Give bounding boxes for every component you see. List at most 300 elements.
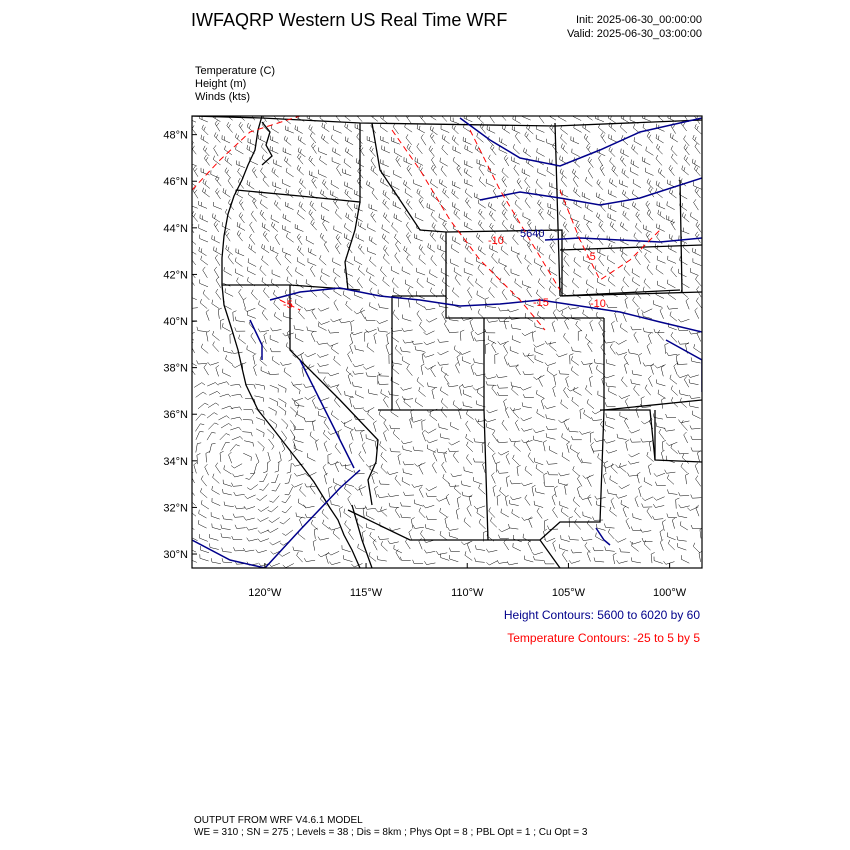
wind-barb	[358, 266, 365, 276]
wind-barb	[603, 473, 606, 484]
wind-barb	[647, 133, 653, 144]
wind-barb	[610, 476, 618, 484]
wind-barb	[621, 149, 629, 157]
wind-barb	[655, 244, 662, 253]
wind-barb	[451, 259, 459, 267]
wind-barb	[406, 112, 411, 123]
wind-barb	[343, 291, 351, 300]
wind-barb	[585, 177, 592, 187]
latitude-labels	[163, 130, 188, 561]
wind-barb	[667, 352, 678, 356]
wind-barb	[535, 348, 543, 355]
wind-barb	[654, 557, 663, 564]
wind-barb	[239, 122, 244, 133]
wind-barb	[539, 113, 544, 124]
wind-barb	[608, 204, 616, 212]
wind-barb	[244, 441, 253, 447]
wind-barb	[422, 352, 426, 363]
wind-barb	[505, 495, 508, 506]
wind-barb	[501, 509, 509, 517]
wind-barb	[440, 531, 447, 540]
wind-barb	[187, 331, 194, 341]
wind-barb	[682, 166, 689, 176]
wind-barb	[354, 310, 365, 314]
wind-barb	[403, 461, 414, 465]
wind-barb	[512, 126, 520, 134]
wind-barb	[322, 269, 330, 277]
wind-barb	[431, 191, 438, 201]
wind-barb	[449, 441, 460, 445]
wind-barb	[275, 462, 279, 472]
wind-barb	[476, 279, 483, 288]
lat-label: 32°N	[163, 502, 188, 515]
wind-barb	[544, 483, 554, 487]
wind-barb	[662, 440, 666, 451]
wind-barb	[452, 135, 459, 145]
wind-barb	[671, 146, 677, 156]
wind-barb	[546, 433, 555, 439]
wind-barb	[631, 326, 642, 330]
wind-barb	[267, 429, 274, 439]
wind-barb	[440, 508, 447, 517]
wind-barb	[479, 484, 486, 494]
wind-barb	[407, 144, 413, 154]
wind-barb	[491, 278, 498, 288]
wind-barb	[390, 448, 400, 452]
wind-barb	[441, 554, 450, 561]
wind-barb	[368, 389, 377, 395]
az-mexico	[348, 510, 488, 540]
wind-barb	[215, 120, 220, 131]
wind-barb	[192, 211, 198, 221]
wind-barb	[334, 277, 339, 288]
wind-barb	[317, 341, 328, 344]
wind-barb	[197, 453, 201, 464]
wind-barb	[316, 439, 319, 450]
wind-barb	[453, 236, 461, 244]
wind-barb	[621, 202, 629, 210]
wind-barb	[473, 387, 484, 391]
wind-barb	[593, 517, 604, 521]
wind-barb	[296, 267, 304, 276]
lon-label: 115°W	[349, 587, 383, 599]
wind-barb	[485, 343, 489, 354]
wind-barb	[573, 497, 580, 507]
wind-barb	[245, 495, 256, 499]
wind-barb	[353, 405, 364, 409]
height-legend: Height Contours: 5600 to 6020 by 60	[503, 608, 700, 622]
wind-barb	[311, 331, 315, 342]
wind-barb	[471, 330, 474, 341]
wind-barb	[659, 429, 665, 440]
wind-barb	[344, 555, 353, 562]
wind-barb	[691, 525, 702, 529]
wind-barb	[678, 319, 689, 322]
wind-barb	[262, 256, 269, 266]
wind-barb	[492, 253, 498, 263]
wind-barb	[548, 471, 558, 475]
wind-barb	[195, 424, 204, 432]
wind-barb	[655, 482, 665, 486]
wind-barb	[283, 214, 291, 222]
wind-barb	[256, 429, 264, 437]
wind-barb	[606, 382, 616, 387]
wind-barb	[463, 137, 471, 145]
wind-barb	[642, 157, 650, 165]
wind-barb	[355, 486, 366, 490]
wind-barb	[616, 340, 627, 344]
wind-barb	[543, 440, 546, 451]
wind-barb	[427, 203, 435, 211]
wind-barb	[527, 265, 532, 276]
wind-barb	[270, 348, 281, 352]
wind-barb	[657, 201, 665, 209]
wind-barb	[642, 504, 653, 508]
wind-barb	[656, 181, 663, 190]
wind-barb	[693, 182, 701, 190]
wind-barb	[270, 335, 278, 342]
wind-barb	[676, 498, 680, 509]
wind-barb	[528, 453, 534, 464]
wind-barb	[686, 298, 689, 309]
wind-barb	[402, 477, 410, 485]
wind-barb	[377, 556, 387, 561]
wind-barb	[538, 168, 546, 176]
wind-barb	[621, 114, 629, 123]
wind-barb	[429, 146, 435, 157]
wind-barb	[222, 135, 230, 143]
wind-barb	[684, 145, 690, 156]
wind-barb	[337, 384, 342, 395]
wind-barb	[545, 363, 556, 366]
wind-barb	[271, 474, 278, 483]
wind-barb	[368, 224, 376, 232]
wind-barb	[380, 267, 386, 277]
wind-barb	[400, 502, 410, 506]
wind-barb	[533, 436, 542, 442]
wind-barb	[404, 246, 411, 256]
wind-barb	[683, 243, 690, 253]
wind-barb	[455, 362, 459, 373]
wind-barb	[441, 289, 448, 299]
wind-barb	[442, 145, 448, 155]
wind-barb	[609, 147, 615, 157]
wind-barb	[589, 376, 592, 387]
wind-barb	[632, 145, 639, 155]
wind-barb	[504, 318, 507, 329]
wind-barb	[386, 343, 389, 354]
wind-barb	[641, 439, 652, 443]
wind-barb	[427, 445, 435, 453]
wind-barb	[333, 268, 340, 277]
wind-barb	[637, 472, 640, 483]
wind-barb	[250, 234, 256, 245]
wind-barb	[479, 519, 486, 529]
wind-barb	[502, 176, 507, 187]
wind-barb	[550, 242, 555, 253]
wind-barb	[634, 332, 638, 343]
wind-barb	[391, 137, 400, 144]
wind-barb	[355, 345, 364, 351]
height-contour-5700	[250, 320, 262, 360]
wind-barb	[320, 255, 327, 265]
wind-barb	[513, 455, 519, 465]
wind-barb	[243, 409, 253, 413]
wind-barb	[431, 179, 438, 188]
wind-barb	[468, 276, 474, 286]
wind-barb	[322, 179, 328, 189]
wind-barb	[643, 363, 654, 367]
wind-barb	[244, 308, 255, 311]
wind-barb	[407, 365, 413, 375]
wind-barb	[546, 426, 557, 430]
wind-barb	[606, 413, 615, 419]
wind-barb	[667, 475, 674, 485]
wind-barb	[486, 549, 497, 552]
wind-barb	[221, 533, 231, 538]
wind-barb	[370, 302, 378, 310]
wind-barb	[528, 540, 532, 551]
wind-barb	[606, 421, 614, 428]
wind-barb	[576, 321, 582, 331]
wind-barb	[394, 214, 402, 222]
wind-barb	[260, 356, 267, 366]
wind-barb	[396, 156, 401, 167]
wind-barb	[332, 345, 339, 354]
wind-barb	[514, 165, 519, 176]
wind-barb	[239, 335, 246, 344]
wind-barb	[417, 189, 424, 199]
wind-barb	[197, 360, 208, 364]
wind-barb	[426, 487, 437, 491]
wind-barb	[562, 551, 567, 562]
wind-barb	[620, 323, 627, 332]
wind-barb	[478, 246, 485, 255]
wind-barb	[194, 383, 205, 388]
wind-barb	[299, 309, 305, 319]
wind-barb	[417, 143, 423, 154]
wind-barb	[243, 453, 251, 461]
wind-barb	[596, 213, 603, 223]
wind-barb	[230, 445, 240, 452]
wind-barb	[405, 280, 413, 288]
wind-barb	[488, 442, 495, 452]
wind-barb	[228, 254, 234, 265]
wind-barb	[419, 245, 425, 255]
wind-barb	[604, 440, 615, 443]
wind-barb	[308, 248, 316, 256]
wind-barb	[470, 319, 473, 330]
wind-barb	[333, 530, 340, 540]
wind-barb	[524, 556, 533, 562]
wind-barb	[535, 355, 543, 363]
wind-barb	[366, 523, 375, 530]
wind-barb	[485, 376, 496, 379]
wind-barb	[656, 155, 662, 165]
wind-barb	[653, 504, 664, 507]
wind-barb	[511, 247, 519, 255]
wind-barb	[485, 329, 495, 333]
wind-barb	[597, 180, 603, 190]
wind-barb	[407, 165, 412, 176]
wind-barb	[237, 161, 245, 168]
wind-barb	[571, 436, 581, 440]
wind-barb	[571, 549, 582, 553]
wind-barb	[465, 145, 473, 153]
wind-barb	[441, 125, 449, 133]
wind-barb	[282, 506, 292, 513]
wind-barb	[200, 279, 208, 286]
wind-barb	[647, 452, 654, 462]
state-boundaries	[192, 116, 702, 568]
wind-barb	[467, 506, 471, 517]
wind-barb	[498, 341, 509, 344]
wind-barb	[216, 188, 221, 199]
wind-barb	[206, 331, 210, 342]
wind-barb	[510, 497, 521, 500]
wind-barb	[449, 548, 460, 552]
wind-barb	[632, 370, 642, 375]
wind-barb	[319, 321, 330, 324]
wind-barb	[394, 148, 402, 157]
wind-barb	[630, 439, 641, 443]
wind-barb	[383, 213, 389, 223]
wind-barb	[298, 499, 306, 508]
wind-barb	[331, 180, 339, 189]
wind-barb	[476, 233, 483, 243]
wind-barb	[656, 144, 662, 154]
wind-barb	[200, 299, 207, 309]
wind-barb	[247, 538, 258, 541]
wind-barb	[584, 410, 592, 419]
wind-barb	[292, 398, 303, 401]
wind-barb	[561, 125, 568, 134]
wind-barb	[537, 390, 545, 398]
wind-barb	[611, 498, 615, 509]
wind-barb	[230, 384, 241, 388]
wind-barb	[328, 551, 339, 555]
wind-barb	[511, 324, 521, 329]
wind-barb	[267, 528, 278, 532]
wind-barb	[649, 376, 653, 387]
wind-barb	[574, 269, 582, 278]
wind-barb	[333, 478, 341, 486]
wind-barb	[547, 167, 555, 176]
wind-barb	[629, 453, 640, 457]
lon-label: 105°W	[551, 587, 585, 599]
wind-barb	[608, 190, 616, 198]
wind-barb	[210, 444, 216, 453]
wind-barb	[404, 180, 411, 189]
wind-barb	[573, 176, 578, 187]
wind-barb	[361, 430, 364, 441]
wind-barb	[297, 257, 305, 265]
wind-barb	[344, 509, 351, 518]
wind-barb	[200, 235, 208, 242]
wind-barb	[464, 212, 472, 221]
wind-barb	[446, 494, 450, 505]
wind-barb	[419, 508, 425, 518]
wind-barb	[521, 428, 532, 431]
wind-barb	[317, 407, 328, 410]
wind-barb	[563, 222, 569, 233]
wind-barb	[206, 310, 209, 321]
wind-barb	[319, 323, 327, 331]
wind-barb	[520, 387, 531, 390]
wind-barb	[255, 384, 264, 390]
wind-barb	[679, 390, 688, 396]
wind-barb	[422, 420, 426, 431]
wind-barb	[212, 300, 220, 309]
wind-barb	[414, 463, 425, 467]
wind-barb	[623, 277, 629, 287]
wind-barb	[440, 158, 448, 167]
wind-barb	[254, 365, 257, 376]
wind-barb	[262, 223, 270, 232]
wind-barb	[321, 190, 329, 199]
wind-barb	[258, 539, 269, 542]
wind-barb	[422, 430, 425, 441]
wind-barb	[532, 552, 543, 555]
wind-barb	[678, 512, 688, 518]
wind-barb	[686, 473, 690, 484]
wind-barb	[606, 359, 615, 365]
wind-barb	[419, 198, 424, 209]
wind-barb	[283, 564, 294, 568]
wind-barb	[696, 276, 702, 286]
wind-barb	[427, 440, 438, 443]
wind-barb	[370, 532, 377, 542]
wind-barb	[419, 387, 426, 397]
wind-barb	[610, 344, 615, 355]
wind-barb	[189, 357, 197, 366]
wind-barb	[559, 370, 569, 374]
wind-barb	[439, 423, 448, 429]
wind-barb	[502, 210, 507, 221]
wind-barb	[664, 428, 675, 432]
wind-barb	[200, 488, 207, 498]
wind-barb	[391, 266, 399, 274]
axis-ticks	[192, 135, 670, 568]
lon-label: 120°W	[248, 587, 282, 599]
wind-barb	[298, 246, 305, 256]
wind-barb	[667, 201, 675, 209]
wind-barb	[394, 545, 402, 553]
wind-barb	[282, 530, 293, 536]
wind-barb	[537, 148, 545, 156]
pacific-coastline	[222, 116, 360, 568]
wind-barb	[616, 352, 627, 355]
wind-barb	[670, 133, 678, 142]
wind-barb	[538, 279, 544, 289]
wind-barb	[649, 440, 652, 451]
wind-barb	[235, 327, 246, 331]
wind-barb	[604, 461, 608, 472]
wind-barb	[335, 443, 341, 453]
temp-label-1: -10	[488, 235, 504, 247]
wind-barb	[477, 291, 485, 299]
wind-barb	[417, 268, 426, 275]
wind-barb	[395, 475, 401, 485]
wind-barb	[332, 157, 340, 164]
wind-barb	[278, 385, 286, 393]
wind-barb	[662, 520, 665, 531]
wind-barb	[641, 309, 652, 313]
wind-barb	[462, 384, 473, 387]
wind-barb	[509, 524, 519, 529]
wind-barb	[465, 179, 473, 186]
wind-barb	[558, 113, 566, 121]
